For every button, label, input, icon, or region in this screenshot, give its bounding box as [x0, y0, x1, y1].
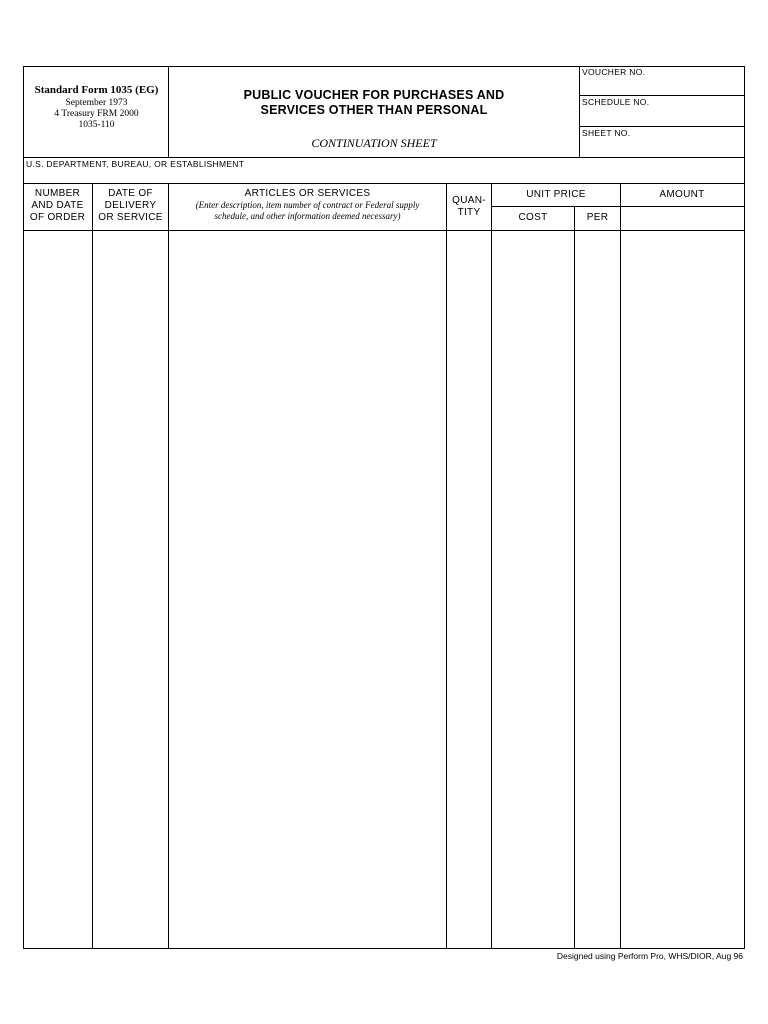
sheet-no-field[interactable]: SHEET NO. — [582, 128, 631, 138]
form-treasury: 4 Treasury FRM 2000 — [54, 109, 139, 119]
col-header-amount: AMOUNT — [659, 189, 705, 200]
col-header-articles: ARTICLES OR SERVICES (Enter description, item number of contract or Federal supply schedule, and other information deemed necessary) — [169, 188, 446, 222]
footer-credit: Designed using Perform Pro, WHS/DIOR, Aug 96 — [556, 951, 743, 961]
rule-fields-left — [579, 66, 580, 157]
rule-subheader — [491, 206, 745, 207]
department-field[interactable]: U.S. DEPARTMENT, BUREAU, OR ESTABLISHMENT — [26, 159, 245, 169]
voucher-no-field[interactable]: VOUCHER NO. — [582, 67, 646, 77]
entry-area[interactable] — [24, 231, 743, 947]
col-header-cost: COST — [518, 212, 548, 223]
articles-note: (Enter description, item number of contract or Federal supply schedule, and other information deemed necessary) — [195, 200, 420, 221]
rule-voucher-bottom — [579, 95, 745, 96]
form-date: September 1973 — [65, 98, 128, 108]
form-name: Standard Form 1035 (EG) — [34, 84, 159, 96]
rule-department-top — [23, 157, 745, 158]
rule-department-bottom — [23, 183, 745, 184]
title-line-2: SERVICES OTHER THAN PERSONAL — [260, 103, 488, 117]
form-id — [25, 84, 168, 131]
page-title — [169, 88, 579, 118]
schedule-no-field[interactable]: SCHEDULE NO. — [582, 97, 650, 107]
col-header-number-date: NUMBER AND DATE OF ORDER — [29, 188, 86, 223]
col-header-date-delivery: DATE OF DELIVERY OR SERVICE — [98, 188, 163, 223]
form-number: 1035-110 — [78, 120, 115, 130]
col-header-quantity: QUAN- TITY — [452, 195, 486, 218]
continuation-sheet-label: CONTINUATION SHEET — [311, 136, 437, 150]
col-header-unit-price: UNIT PRICE — [526, 189, 586, 200]
rule-schedule-bottom — [579, 126, 745, 127]
title-line-1: PUBLIC VOUCHER FOR PURCHASES AND — [243, 88, 505, 102]
col-header-per: PER — [586, 212, 609, 223]
